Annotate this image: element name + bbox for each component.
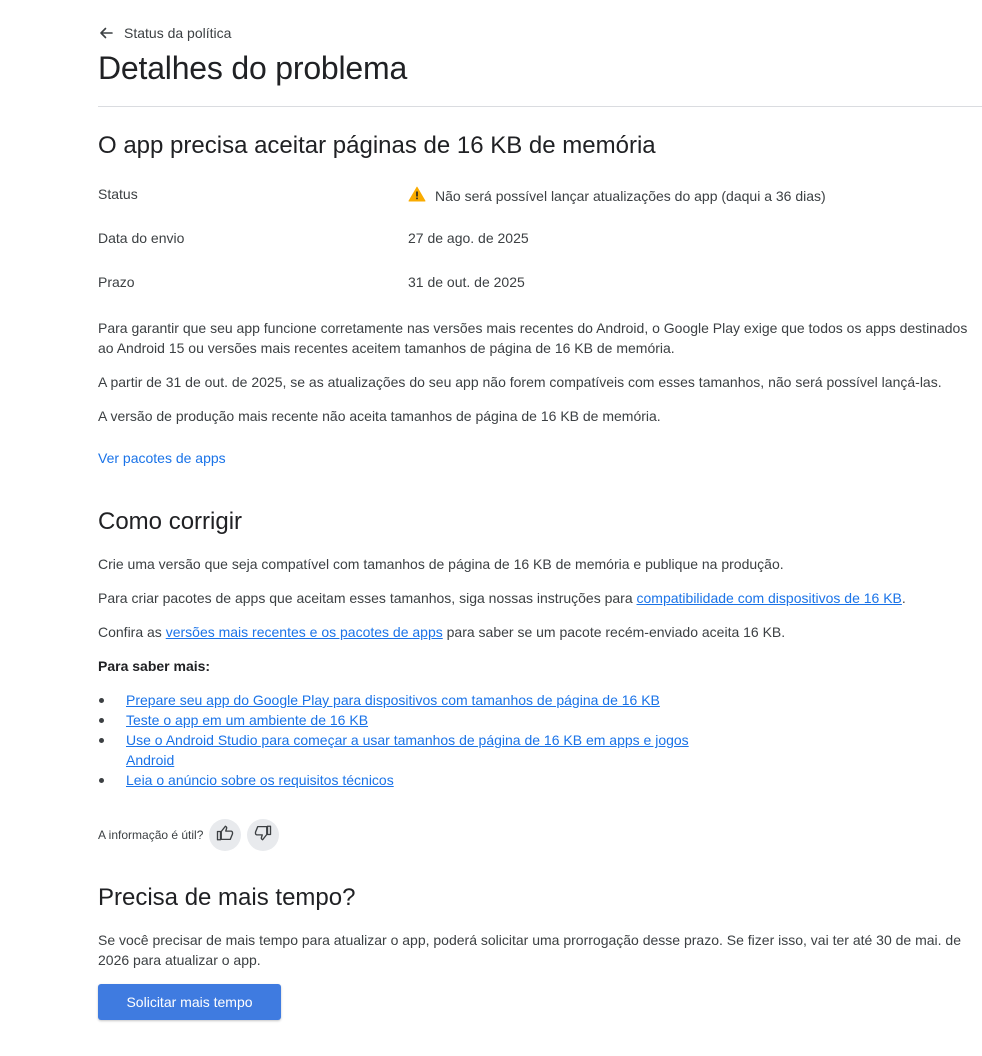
- thumbs-up-button[interactable]: [209, 819, 241, 851]
- learn-more-link[interactable]: Leia o anúncio sobre os requisitos técnicos: [126, 772, 394, 788]
- list-item: [98, 710, 738, 730]
- fix-paragraph: Crie uma versão que seja compatível com tamanhos de página de 16 KB de memória e publique na produção.: [98, 556, 784, 572]
- more-time-title: Precisa de mais tempo?: [98, 884, 356, 911]
- deadline-value: 31 de out. de 2025: [408, 274, 525, 290]
- how-to-fix-title: Como corrigir: [98, 508, 243, 535]
- fix-text: .: [901, 590, 906, 606]
- header-divider: [98, 106, 982, 107]
- more-time-description: Se você precisar de mais tempo para atualizar o app, poderá solicitar uma prorrogação desse prazo. Se fizer isso, vai ter até 30 de mai. de 2026 para atualizar o app.: [98, 932, 962, 968]
- learn-more-link[interactable]: Teste o app em um ambiente de 16 KB: [126, 712, 369, 728]
- warning-icon: [408, 186, 426, 205]
- page-title: Detalhes do problema: [98, 50, 408, 86]
- issue-paragraph: A versão de produção mais recente não aceita tamanhos de página de 16 KB de memória.: [98, 408, 661, 424]
- issue-paragraph: Para garantir que seu app funcione corretamente nas versões mais recentes do Android, o Google Play exige que todos os apps destinados ao Android 15 ou versões mais recentes aceitem tamanhos de página de 16 KB de memória.: [98, 320, 968, 356]
- arrow-back-icon: [98, 25, 114, 41]
- compatibility-16kb-link[interactable]: compatibilidade com dispositivos de 16 KB: [636, 590, 902, 606]
- request-more-time-button[interactable]: Solicitar mais tempo: [98, 984, 281, 1020]
- learn-more-link[interactable]: Use o Android Studio para começar a usar tamanhos de página de 16 KB em apps e jogos Android: [126, 732, 689, 768]
- thumbs-up-icon: [216, 824, 234, 847]
- status-label: Status: [98, 186, 138, 202]
- learn-more-link[interactable]: Prepare seu app do Google Play para dispositivos com tamanhos de página de 16 KB: [126, 692, 660, 708]
- submission-date-label: Data do envio: [98, 230, 185, 246]
- feedback-question: A informação é útil?: [98, 828, 204, 842]
- status-value: [408, 186, 826, 205]
- fix-text: para saber se um pacote recém-enviado aceita 16 KB.: [442, 624, 786, 640]
- issue-title: O app precisa aceitar páginas de 16 KB de memória: [98, 132, 656, 159]
- feedback-row: [98, 818, 279, 852]
- back-link[interactable]: [98, 22, 231, 44]
- list-item: [98, 730, 738, 770]
- thumbs-down-button[interactable]: [247, 819, 279, 851]
- fix-paragraph: [98, 622, 982, 642]
- list-item: [98, 770, 738, 790]
- learn-more-label: Para saber mais:: [98, 658, 211, 674]
- deadline-label: Prazo: [98, 274, 135, 290]
- fix-paragraph: [98, 588, 982, 608]
- issue-paragraph: A partir de 31 de out. de 2025, se as atualizações do seu app não forem compatíveis com esses tamanhos, não será possível lançá-las.: [98, 374, 942, 390]
- list-item: [98, 690, 738, 710]
- thumbs-down-icon: [254, 824, 272, 847]
- submission-date-value: 27 de ago. de 2025: [408, 230, 529, 246]
- fix-text: Para criar pacotes de apps que aceitam esses tamanhos, siga nossas instruções para: [98, 590, 637, 606]
- recent-versions-link[interactable]: versões mais recentes e os pacotes de apps: [165, 624, 443, 640]
- back-link-label: Status da política: [124, 25, 232, 41]
- view-app-bundles-link[interactable]: Ver pacotes de apps: [98, 450, 226, 466]
- fix-text: Confira as: [98, 624, 166, 640]
- status-text: Não será possível lançar atualizações do app (daqui a 36 dias): [435, 187, 826, 204]
- learn-more-list: [98, 690, 738, 790]
